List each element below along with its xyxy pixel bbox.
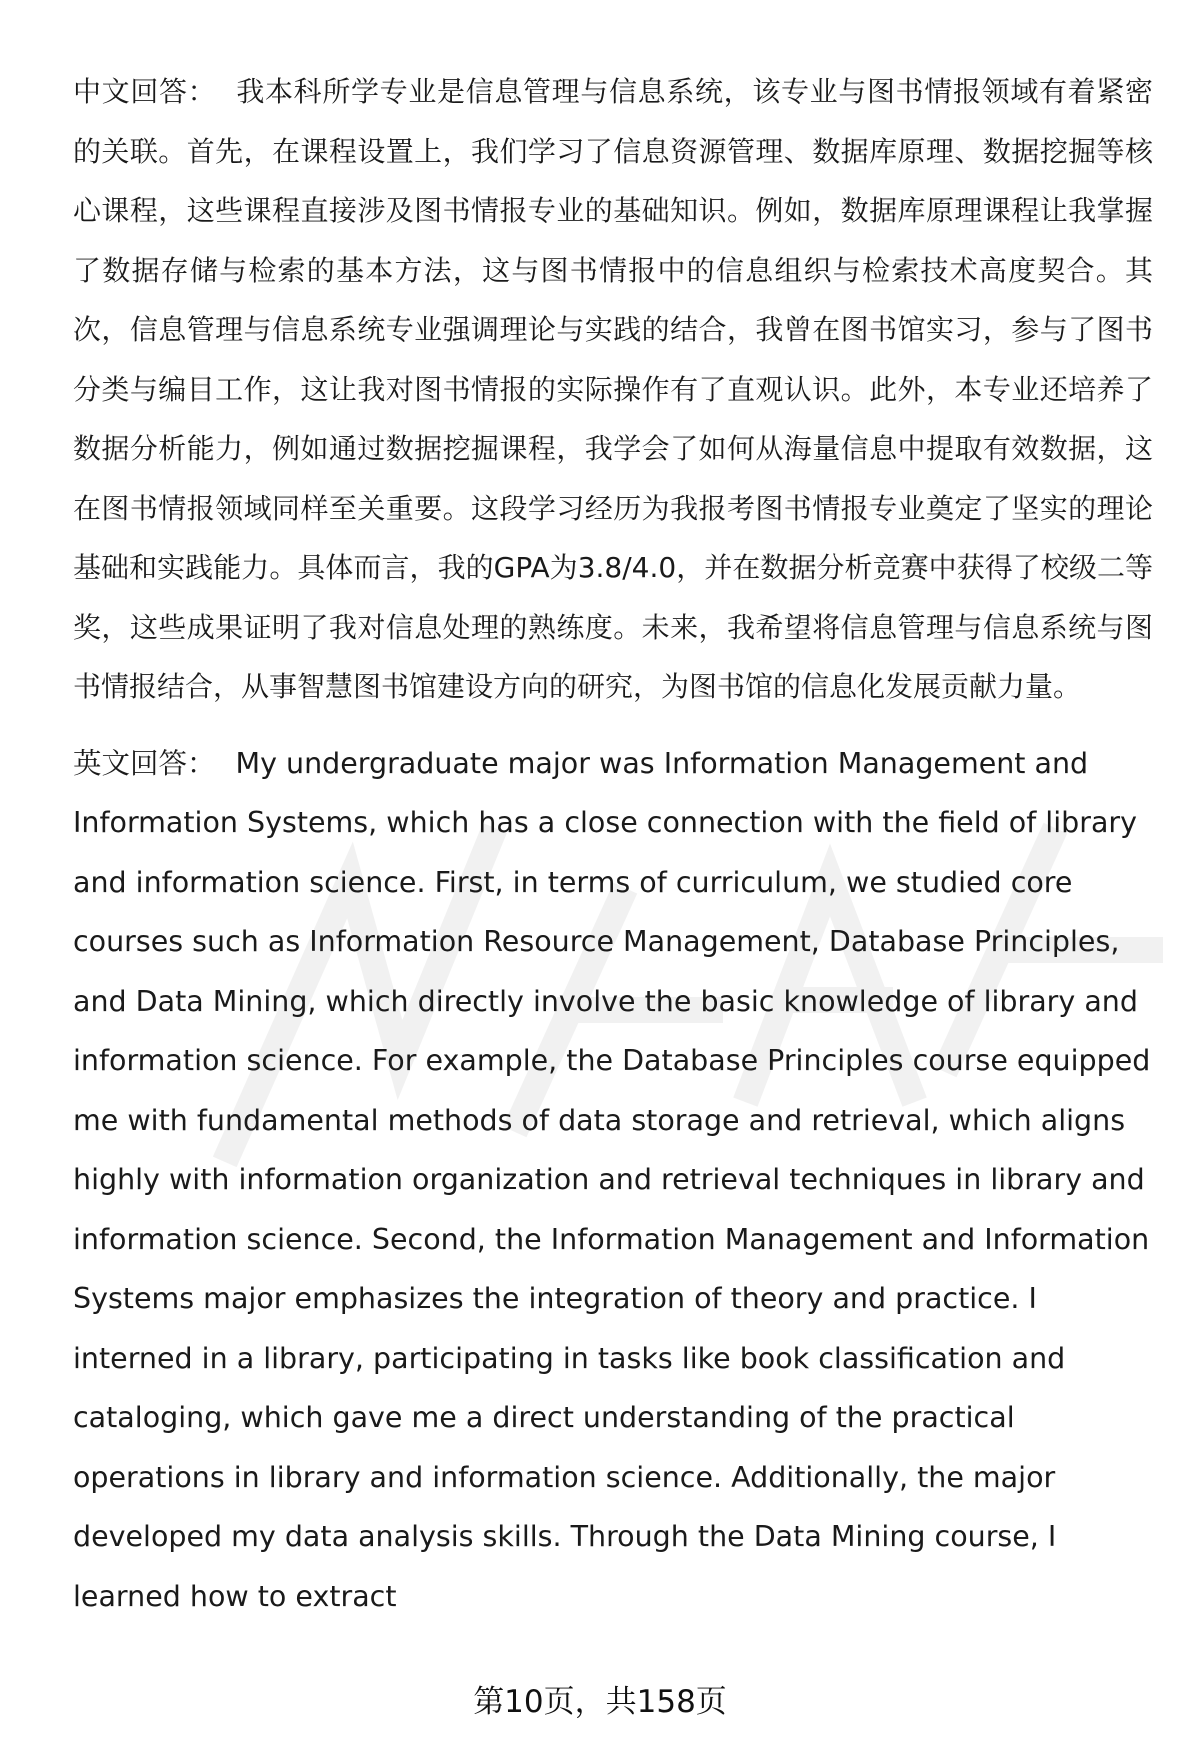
english-answer-label: 英文回答： [73,746,216,780]
page-footer: 第10页，共158页 [473,1684,727,1720]
chinese-answer-paragraph [73,62,1153,717]
english-answer-text: My undergraduate major was Information Management and Information Systems, which has a close connection with the field of library and information science. First, in terms of curriculum, we studied core courses such as Information Resource Management, Database Principles, and Data Mining, which directly involve the basic knowledge of library and information science. For example, the Database Principles course equipped me with fundamental methods of data storage and retrieval, which aligns highly with information organization and retrieval techniques in library and information science. Second, the Information Management and Information Systems major emphasizes the integration of theory and practice. I interned in a library, participating in tasks like book classification and cataloging, which gave me a direct understanding of the practical operations in library and information science. Additionally, the major developed my data analysis skills. Through the Data Mining course, I learned how to extract [73,746,1151,1613]
chinese-answer-text: 我本科所学专业是信息管理与信息系统，该专业与图书情报领域有着紧密的关联。首先，在课程设置上，我们学习了信息资源管理、数据库原理、数据挖掘等核心课程，这些课程直接涉及图书情报专业的基础知识。例如，数据库原理课程让我掌握了数据存储与检索的基本方法，这与图书情报中的信息组织与检索技术高度契合。其次，信息管理与信息系统专业强调理论与实践的结合，我曾在图书馆实习，参与了图书分类与编目工作，这让我对图书情报的实际操作有了直观认识。此外，本专业还培养了数据分析能力，例如通过数据挖掘课程，我学会了如何从海量信息中提取有效数据，这在图书情报领域同样至关重要。这段学习经历为我报考图书情报专业奠定了坚实的理论基础和实践能力。具体而言，我的GPA为3.8/4.0，并在数据分析竞赛中获得了校级二等奖，这些成果证明了我对信息处理的熟练度。未来，我希望将信息管理与信息系统与图书情报结合，从事智慧图书馆建设方向的研究，为图书馆的信息化发展贡献力量。 [73,75,1153,703]
english-answer-paragraph [73,734,1153,1627]
chinese-answer-label: 中文回答： [73,75,217,108]
document-page [73,62,1153,1626]
